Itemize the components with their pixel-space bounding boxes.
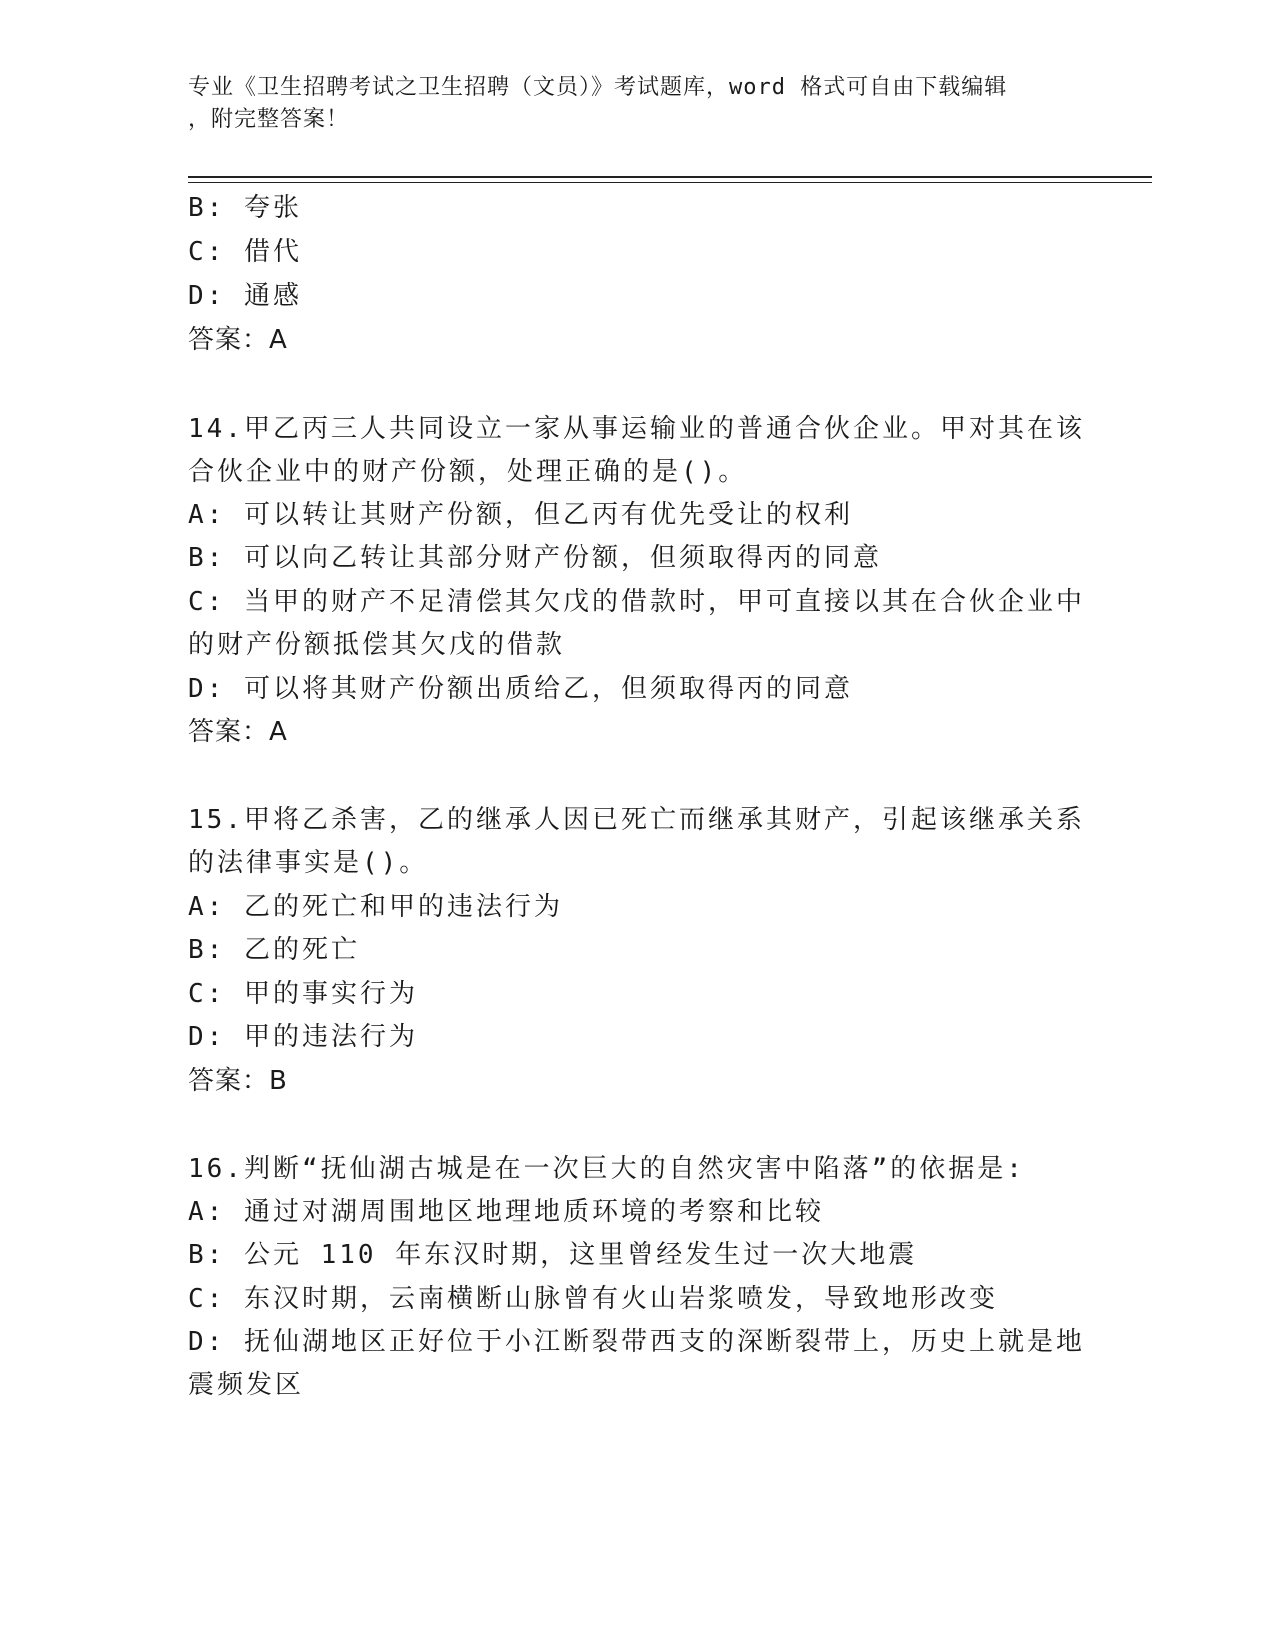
q16-option-b: B: 公元 110 年东汉时期，这里曾经发生过一次大地震 (188, 1240, 918, 1270)
q15-stem-line-2: 的法律事实是()。 (188, 848, 429, 878)
q13-option-d: D: 通感 (188, 281, 302, 311)
q14-option-d: D: 可以将其财产份额出质给乙，但须取得丙的同意 (188, 674, 853, 704)
q16-option-d-line-1: D: 抚仙湖地区正好位于小江断裂带西支的深断裂带上，历史上就是地 (188, 1327, 1085, 1357)
q15-option-b: B: 乙的死亡 (188, 935, 360, 965)
header-line-1: 专业《卫生招聘考试之卫生招聘（文员）》考试题库，word 格式可自由下载编辑 (188, 75, 1008, 100)
q16-option-d-line-2: 震频发区 (188, 1370, 305, 1400)
q14-option-b: B: 可以向乙转让其部分财产份额，但须取得丙的同意 (188, 543, 882, 573)
q14-stem-line-1: 14.甲乙丙三人共同设立一家从事运输业的普通合伙企业。甲对其在该 (188, 414, 1085, 444)
q14-stem-line-2: 合伙企业中的财产份额，处理正确的是()。 (188, 457, 748, 487)
q16-option-c: C: 东汉时期，云南横断山脉曾有火山岩浆喷发，导致地形改变 (188, 1284, 998, 1314)
q16-stem-line-1: 16.判断“抚仙湖古城是在一次巨大的自然灾害中陷落”的依据是: (188, 1154, 1025, 1184)
document-header (188, 72, 1078, 136)
q15-option-d: D: 甲的违法行为 (188, 1022, 418, 1052)
q15-stem-line-1: 15.甲将乙杀害，乙的继承人因已死亡而继承其财产，引起该继承关系 (188, 805, 1085, 835)
header-line-2: ，附完整答案！ (188, 107, 350, 132)
q14-option-c-line-2: 的财产份额抵偿其欠戊的借款 (188, 630, 566, 660)
q15-option-a: A: 乙的死亡和甲的违法行为 (188, 892, 563, 922)
q13-answer: 答案：A (188, 325, 288, 355)
q14-option-c-line-1: C: 当甲的财产不足清偿其欠戊的借款时，甲可直接以其在合伙企业中 (188, 587, 1085, 617)
q15-option-c: C: 甲的事实行为 (188, 979, 418, 1009)
q15-answer: 答案：B (188, 1066, 288, 1096)
q14-option-a: A: 可以转让其财产份额，但乙丙有优先受让的权利 (188, 500, 853, 530)
q16-option-a: A: 通过对湖周围地区地理地质环境的考察和比较 (188, 1197, 824, 1227)
header-divider-thick (188, 176, 1152, 178)
q13-option-b: B: 夸张 (188, 193, 302, 223)
q14-answer: 答案：A (188, 717, 288, 747)
header-divider-thin (188, 182, 1152, 183)
q13-option-c: C: 借代 (188, 237, 302, 267)
